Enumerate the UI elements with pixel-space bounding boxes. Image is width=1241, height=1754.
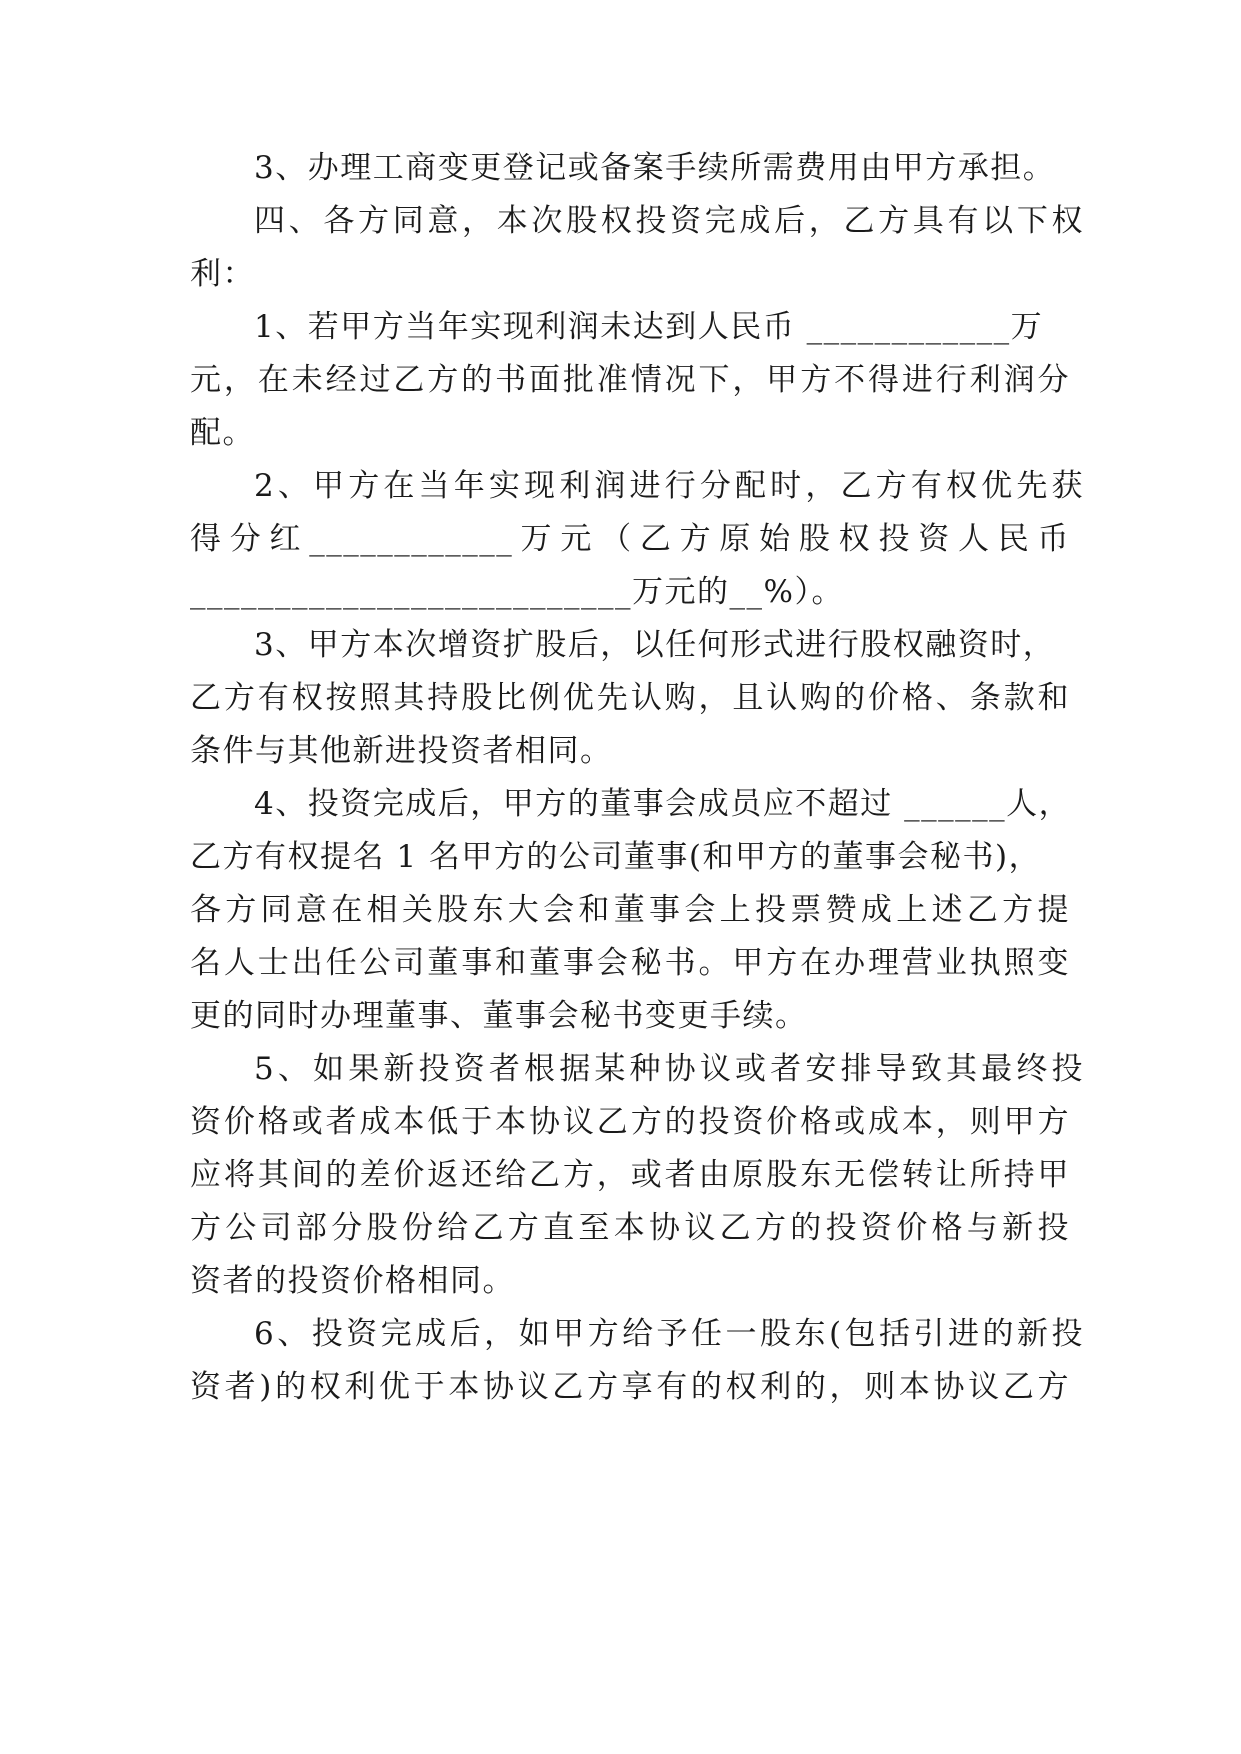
section-4-heading-line-2: 利： <box>190 256 255 292</box>
clause-3-financing-line-2: 乙方有权按照其持股比例优先认购，且认购的价格、条款和 <box>190 680 1070 716</box>
clause-6-line-1: 6、投资完成后，如甲方给予任一股东(包括引进的新投 <box>254 1316 1084 1352</box>
clause-4-line-5: 更的同时办理董事、董事会秘书变更手续。 <box>190 998 808 1034</box>
clause-5-line-3: 应将其间的差价返还给乙方，或者由原股东无偿转让所持甲 <box>190 1157 1070 1193</box>
clause-1-line-1: 1、若甲方当年实现利润未达到人民币 ____________万 <box>254 309 1044 345</box>
clause-5-line-2: 资价格或者成本低于本协议乙方的投资价格或成本，则甲方 <box>190 1104 1070 1140</box>
clause-4-line-1: 4、投资完成后，甲方的董事会成员应不超过 ______人， <box>254 786 1072 822</box>
clause-6-line-2: 资者)的权利优于本协议乙方享有的权利的，则本协议乙方 <box>190 1369 1070 1405</box>
clause-3-fees: 3、办理工商变更登记或备案手续所需费用由甲方承担。 <box>254 150 1056 186</box>
clause-4-line-2: 乙方有权提名 1 名甲方的公司董事(和甲方的董事会秘书)， <box>190 839 1042 875</box>
clause-1-line-3: 配。 <box>190 415 255 451</box>
clause-3-financing-line-3: 条件与其他新进投资者相同。 <box>190 733 613 769</box>
clause-3-financing-line-1: 3、甲方本次增资扩股后，以任何形式进行股权融资时， <box>254 627 1056 663</box>
clause-5-line-1: 5、如果新投资者根据某种协议或者安排导致其最终投 <box>254 1051 1084 1087</box>
clause-2-line-3: __________________________万元的__%）。 <box>190 574 844 610</box>
clause-2-line-1: 2、甲方在当年实现利润进行分配时，乙方有权优先获 <box>254 468 1084 504</box>
clause-4-line-3: 各方同意在相关股东大会和董事会上投票赞成上述乙方提 <box>190 892 1070 928</box>
clause-5-line-5: 资者的投资价格相同。 <box>190 1263 515 1299</box>
clause-4-line-4: 名人士出任公司董事和董事会秘书。甲方在办理营业执照变 <box>190 945 1070 981</box>
section-4-heading-line-1: 四、各方同意，本次股权投资完成后，乙方具有以下权 <box>254 203 1084 239</box>
clause-2-line-2: 得分红____________万元（乙方原始股权投资人民币 <box>190 521 1070 557</box>
clause-1-line-2: 元，在未经过乙方的书面批准情况下，甲方不得进行利润分 <box>190 362 1070 398</box>
clause-5-line-4: 方公司部分股份给乙方直至本协议乙方的投资价格与新投 <box>190 1210 1070 1246</box>
